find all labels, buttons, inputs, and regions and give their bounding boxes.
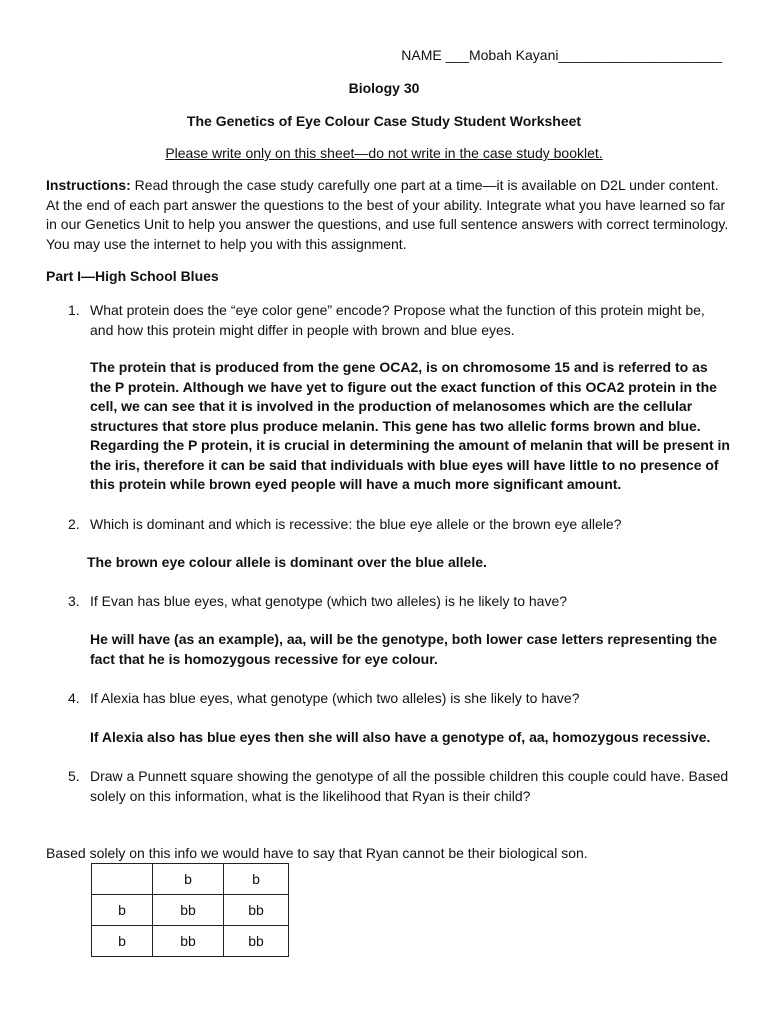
answer-line: the iris, therefore it can be said that individuals with blue eyes will have little to no presence of (90, 456, 719, 473)
table-cell: b (92, 895, 153, 926)
instructions-paragraph (46, 176, 728, 254)
question-number: 3. (68, 593, 80, 609)
answer-text (90, 358, 730, 495)
instruction-note: Please write only on this sheet—do not write in the case study booklet. (165, 145, 603, 161)
answer-line: The protein that is produced from the gene OCA2, is on chromosome 15 and is referred to as (90, 359, 708, 375)
worksheet-title: The Genetics of Eye Colour Case Study Student Worksheet (186, 113, 582, 129)
table-row (92, 895, 289, 926)
answer-line: cell, we can see that it is involved in the production of melanosomes which are the cellular (90, 398, 693, 414)
instructions-line: At the end of each part answer the questions to the best of your ability. Integrate what you have learned so far (46, 196, 726, 213)
answer-text: If Alexia also has blue eyes then she will also have a genotype of, aa, homozygous recessive. (90, 729, 711, 745)
instructions-line: You may use the internet to help you with this assignment. (46, 235, 407, 252)
question-text: Which is dominant and which is recessive: the blue eye allele or the brown eye allele? (90, 516, 622, 532)
question-text: If Evan has blue eyes, what genotype (which two alleles) is he likely to have? (90, 593, 568, 609)
question-number: 5. (68, 768, 80, 784)
question-number: 2. (68, 516, 80, 532)
table-cell: bb (224, 926, 289, 957)
question-text (90, 767, 728, 806)
table-cell: b (153, 864, 224, 895)
answer-text (90, 630, 717, 669)
answer-line: structures that store plus produce melanin. This gene has two allelic forms brown and blue. (90, 417, 701, 434)
question-number: 4. (68, 690, 80, 706)
table-cell: bb (153, 895, 224, 926)
answer-text: The brown eye colour allele is dominant over the blue allele. (87, 554, 487, 570)
instructions-line: Read through the case study carefully one part at a time—it is available on D2L under content. (130, 177, 719, 193)
table-cell: bb (153, 926, 224, 957)
question-text: If Alexia has blue eyes, what genotype (which two alleles) is she likely to have? (90, 690, 580, 706)
answer-line: He will have (as an example), aa, will be the genotype, both lower case letters representing the (90, 631, 718, 647)
question-line: and how this protein might differ in people with brown and blue eyes. (90, 321, 515, 338)
part-heading: Part I—High School Blues (46, 268, 219, 284)
answer-line: fact that he is homozygous recessive for eye colour. (90, 650, 438, 667)
question-number: 1. (68, 302, 80, 318)
answer-line: Regarding the P protein, it is crucial in determining the amount of melanin that will be present in (90, 437, 730, 453)
answer-line: this protein while brown eyed people will have a much more significant amount. (90, 476, 622, 492)
table-cell (92, 864, 153, 895)
course-title: Biology 30 (348, 80, 420, 96)
table-row (92, 864, 289, 895)
question-line: solely on this information, what is the likelihood that Ryan is their child? (90, 787, 531, 804)
answer-line: the P protein. Although we have yet to figure out the exact function of this OCA2 protein in the (90, 378, 717, 395)
punnett-square (91, 863, 289, 957)
question-text (90, 301, 705, 340)
question-line: What protein does the “eye color gene” encode? Propose what the function of this protein might be, (90, 302, 705, 318)
table-cell: bb (224, 895, 289, 926)
table-cell: b (224, 864, 289, 895)
instructions-label: Instructions: (46, 177, 131, 193)
table-row (92, 926, 289, 957)
table-cell: b (92, 926, 153, 957)
name-line: NAME ___Mobah Kayani_____________________ (401, 47, 722, 63)
conclusion-text: Based solely on this info we would have to say that Ryan cannot be their biological son. (46, 845, 588, 861)
question-line: Draw a Punnett square showing the genotype of all the possible children this couple could have. Based (90, 768, 729, 784)
instructions-line: in our Genetics Unit to help you answer the questions, and use full sentence answers with correct terminology. (46, 216, 729, 232)
